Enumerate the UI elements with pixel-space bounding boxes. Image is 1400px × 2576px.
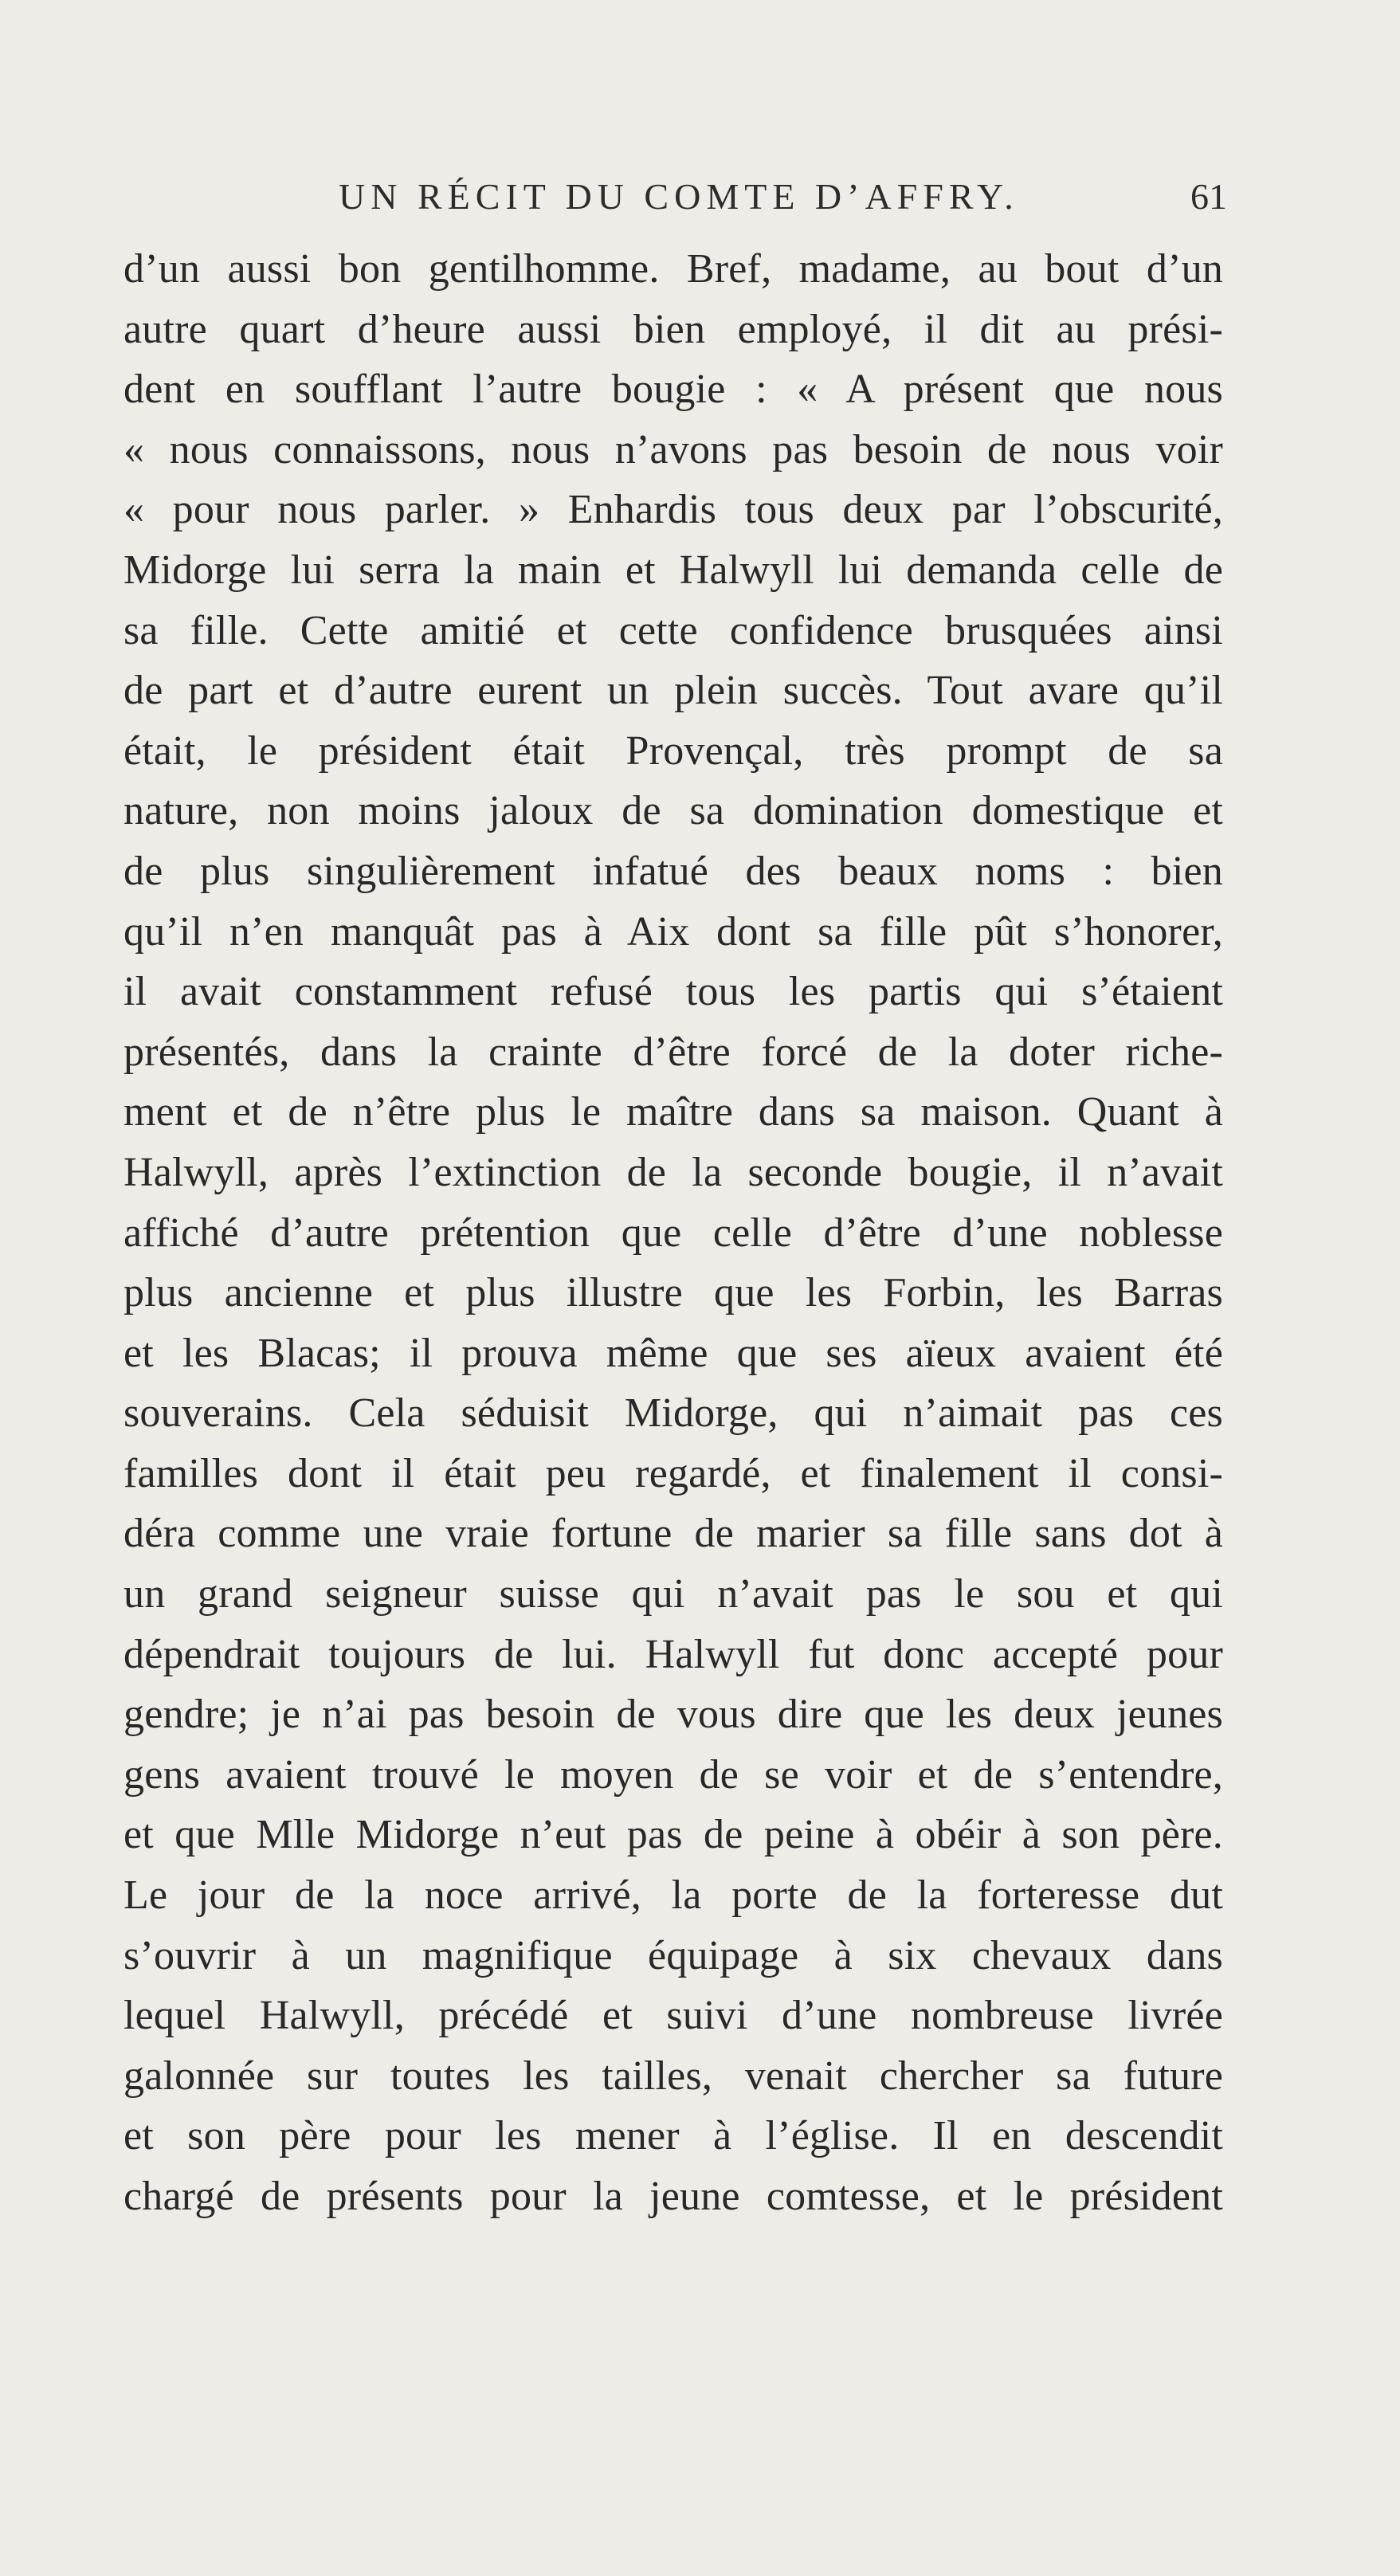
text-line: « pour nous parler. » Enhardis tous deux par l’obscurité, — [124, 487, 1223, 533]
text-line: autre quart d’heure aussi bien employé, il dit au prési- — [124, 306, 1223, 352]
text-line: dent en soufflant l’autre bougie : « A présent que nous — [124, 367, 1223, 413]
text-line: galonnée sur toutes les tailles, venait chercher sa future — [124, 2053, 1223, 2099]
text-line: et que Mlle Midorge n’eut pas de peine à obéir à son père. — [124, 1812, 1223, 1858]
text-line: un grand seigneur suisse qui n’avait pas le sou et qui — [124, 1571, 1223, 1617]
text-line: chargé de présents pour la jeune comtesse, et le président — [124, 2174, 1223, 2219]
text-line: Midorge lui serra la main et Halwyll lui demanda celle de — [124, 547, 1223, 593]
page-header — [120, 169, 1227, 225]
body-text — [124, 239, 1223, 2227]
text-line: familles dont il était peu regardé, et finalement il consi- — [124, 1450, 1223, 1496]
text-line: qu’il n’en manquât pas à Aix dont sa fille pût s’honorer, — [124, 908, 1223, 955]
text-line: était, le président était Provençal, très prompt de sa — [124, 727, 1223, 774]
text-line: lequel Halwyll, précédé et suivi d’une nombreuse livrée — [124, 1993, 1223, 2039]
text-line: souverains. Cela séduisit Midorge, qui n’aimait pas ces — [124, 1390, 1223, 1437]
text-line: Le jour de la noce arrivé, la porte de la forteresse dut — [124, 1872, 1223, 1919]
text-line: sa fille. Cette amitié et cette confidence brusquées ainsi — [124, 607, 1223, 653]
text-line: gendre; je n’ai pas besoin de vous dire que les deux jeunes — [124, 1692, 1223, 1738]
text-line: s’ouvrir à un magnifique équipage à six chevaux dans — [124, 1932, 1223, 1978]
text-line: d’un aussi bon gentilhomme. Bref, madame, au bout d’un — [124, 246, 1223, 292]
text-line: et son père pour les mener à l’église. Il en descendit — [124, 2113, 1223, 2159]
text-line: de plus singulièrement infatué des beaux noms : bien — [124, 848, 1223, 894]
text-line: de part et d’autre eurent un plein succès. Tout avare qu’il — [124, 668, 1223, 714]
text-line: ment et de n’être plus le maître dans sa maison. Quant à — [124, 1089, 1223, 1135]
text-line: gens avaient trouvé le moyen de se voir et de s’entendre, — [124, 1751, 1223, 1798]
text-line: plus ancienne et plus illustre que les Forbin, les Barras — [124, 1270, 1223, 1316]
text-line: présentés, dans la crainte d’être forcé de la doter riche- — [124, 1029, 1223, 1075]
text-line: et les Blacas; il prouva même que ses aïeux avaient été — [124, 1330, 1223, 1376]
text-line: il avait constamment refusé tous les partis qui s’étaient — [124, 969, 1223, 1015]
text-line: dépendrait toujours de lui. Halwyll fut donc accepté pour — [124, 1631, 1223, 1677]
text-line: nature, non moins jaloux de sa domination domestique et — [124, 788, 1223, 834]
text-line: affiché d’autre prétention que celle d’être d’une noblesse — [124, 1210, 1223, 1256]
text-line: Halwyll, après l’extinction de la seconde bougie, il n’avait — [124, 1149, 1223, 1195]
page-number: 61 — [1190, 176, 1227, 217]
text-line: « nous connaissons, nous n’avons pas besoin de nous voir — [124, 426, 1223, 472]
text-line: déra comme une vraie fortune de marier sa fille sans dot à — [124, 1511, 1223, 1557]
running-title: UN RÉCIT DU COMTE D’AFFRY. — [339, 176, 1019, 217]
